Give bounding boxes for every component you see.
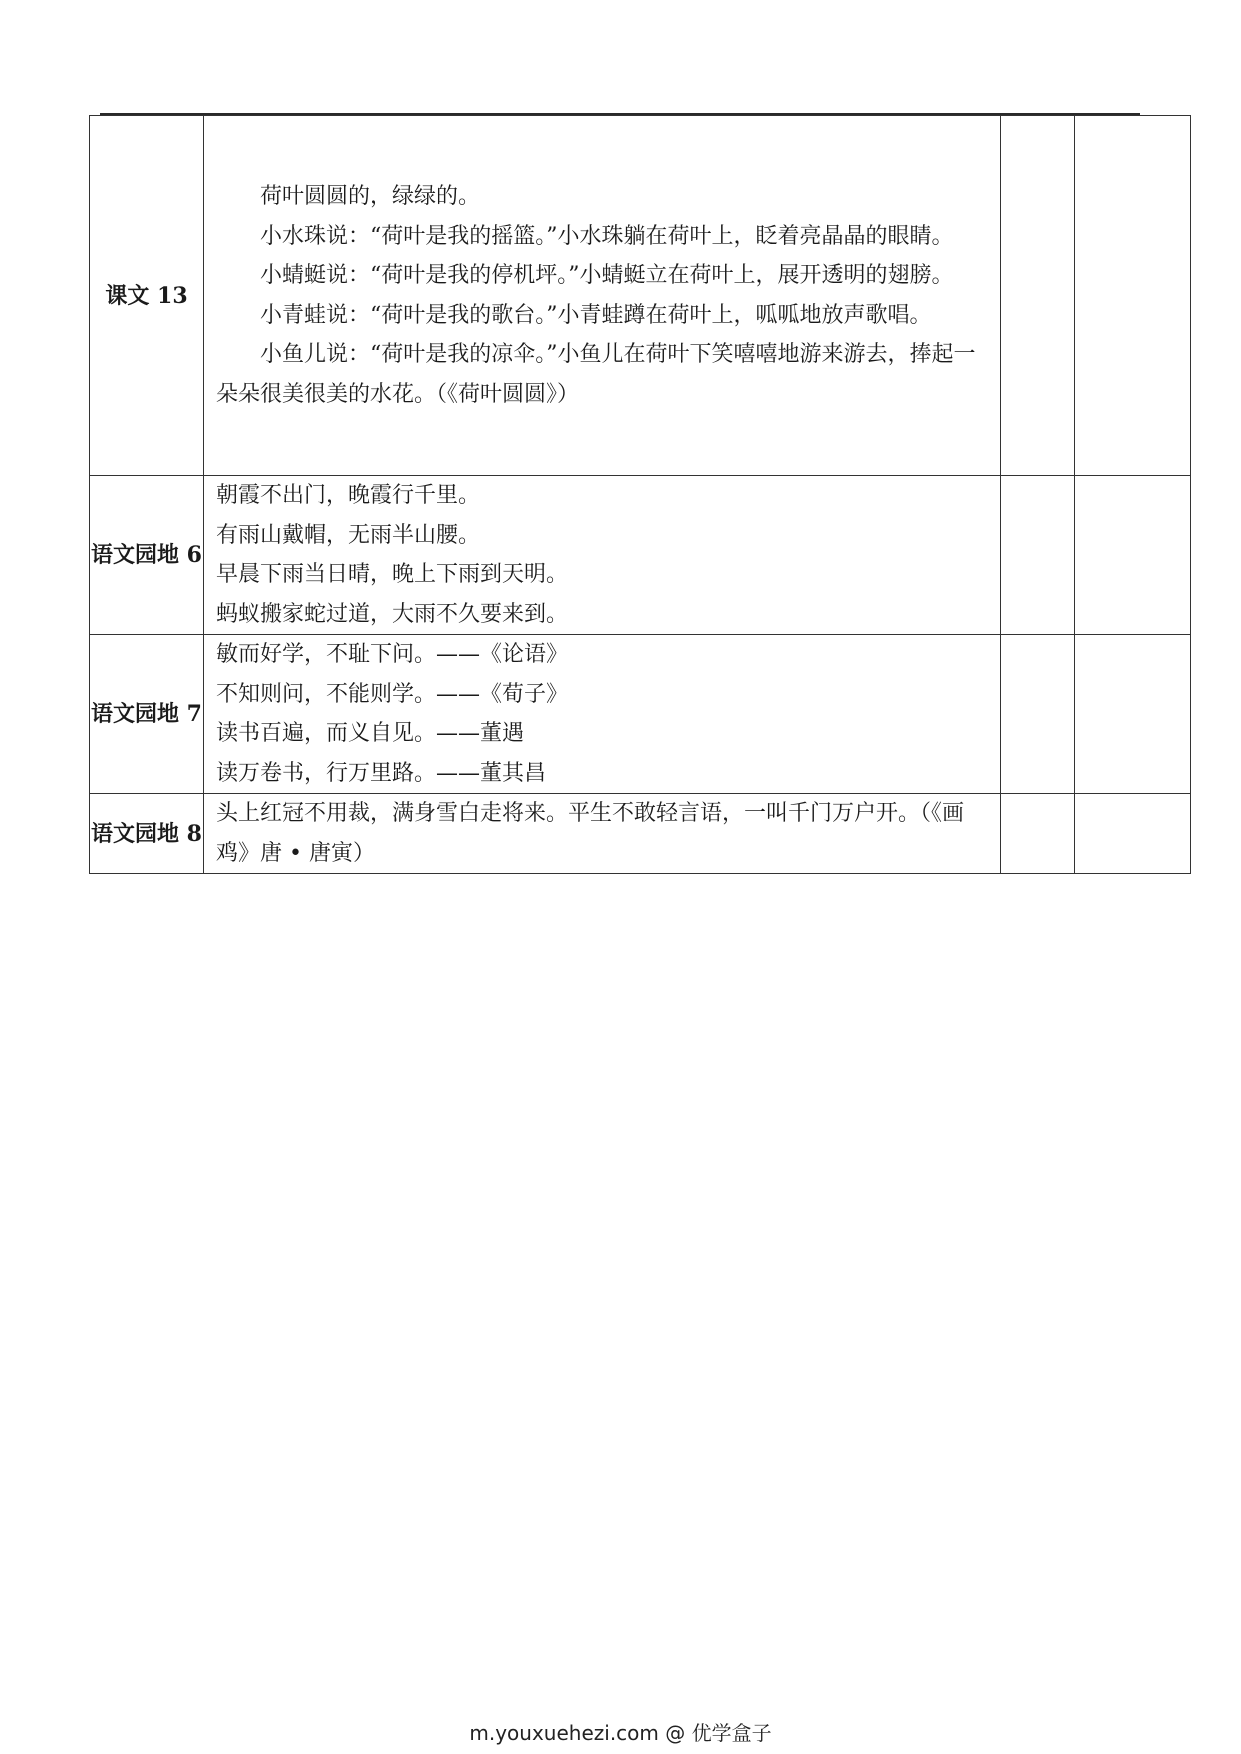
check-cell [1001, 794, 1075, 874]
passage-line: 敏而好学，不耻下问。——《论语》 [216, 642, 569, 667]
passage-line: 小水珠说：“荷叶是我的摇篮。”小水珠躺在荷叶上，眨着亮晶晶的眼睛。 [260, 223, 954, 249]
passage-cell [204, 635, 1001, 794]
passage-line: 小青蛙说：“荷叶是我的歌台。”小青蛙蹲在荷叶上，呱呱地放声歌唱。 [260, 302, 932, 328]
table-row [90, 635, 1191, 794]
passage-line: 小鱼儿说：“荷叶是我的凉伞。”小鱼儿在荷叶下笑嘻嘻地游来游去，捧起一朵朵很美很美的水花。（《荷叶圆圆》） [216, 342, 976, 407]
passage-cell [204, 476, 1001, 635]
passage-line: 朝霞不出门，晚霞行千里。 [216, 483, 481, 508]
table-row [90, 116, 1191, 476]
check-cell [1001, 476, 1075, 635]
row-heading: 语文园地 7 [90, 635, 204, 794]
passage-line: 读书百遍，而义自见。——董遇 [216, 721, 525, 746]
check-cell [1001, 635, 1075, 794]
passage-line: 蚂蚁搬家蛇过道，大雨不久要来到。 [216, 601, 569, 627]
row-heading: 语文园地 6 [90, 476, 204, 635]
passage-cell [204, 116, 1001, 476]
note-cell [1075, 476, 1191, 635]
row-heading: 课文 13 [90, 116, 204, 476]
passage-line: 有雨山戴帽，无雨半山腰。 [216, 522, 481, 548]
recitation-table [89, 115, 1191, 874]
passage-line: 不知则问，不能则学。——《荀子》 [216, 681, 569, 707]
passage-line: 小蜻蜓说：“荷叶是我的停机坪。”小蜻蜓立在荷叶上，展开透明的翅膀。 [260, 263, 954, 288]
note-cell [1075, 794, 1191, 874]
passage-line: 读万卷书，行万里路。——董其昌 [216, 760, 547, 786]
passage-line: 荷叶圆圆的，绿绿的。 [260, 184, 481, 209]
passage-cell [204, 794, 1001, 874]
table-row [90, 794, 1191, 874]
footer-watermark: m.youxuehezi.com @ 优学盒子 [469, 1721, 772, 1745]
table-row [90, 476, 1191, 635]
passage-line: 头上红冠不用裁，满身雪白走将来。平生不敢轻言语，一叫千门万户开。（《画鸡》唐 • 唐寅） [216, 801, 965, 866]
row-heading: 语文园地 8 [90, 794, 204, 874]
note-cell [1075, 116, 1191, 476]
passage-line: 早晨下雨当日晴，晚上下雨到天明。 [216, 562, 569, 587]
check-cell [1001, 116, 1075, 476]
note-cell [1075, 635, 1191, 794]
